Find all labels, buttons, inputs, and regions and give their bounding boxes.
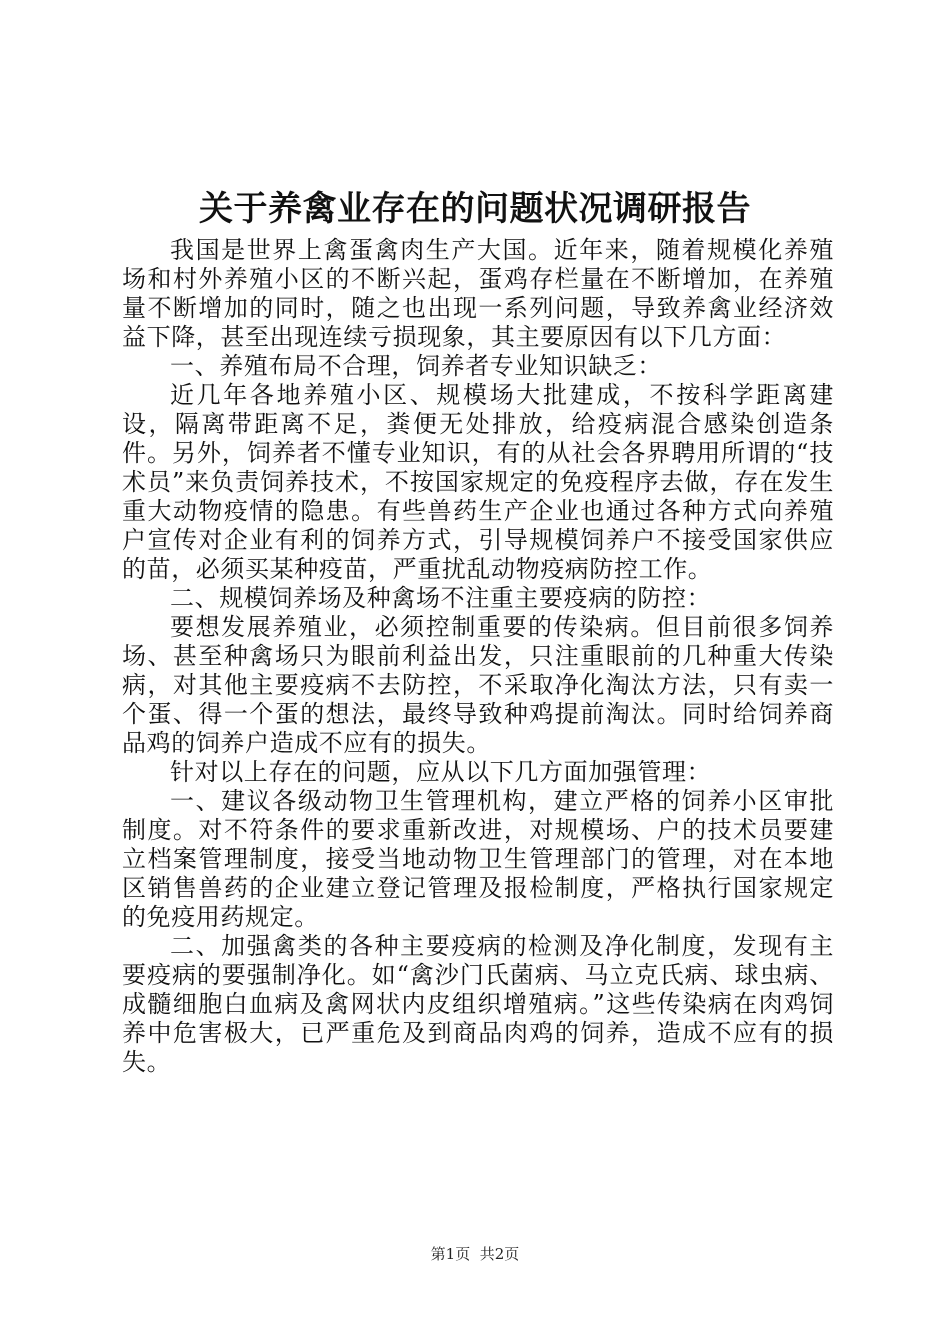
paragraph-measures-intro: 针对以上存在的问题，应从以下几方面加强管理：: [170, 758, 712, 786]
paragraph-section-1: 近几年各地养殖小区、规模场大批建成，不按科学距离建设，隔离带距离不足，粪便无处排放，给疫病混合感染创造条件。另外，饲养者不懂专业知识，有的从社会各界聘用所谓的“技术员”来负责饲养技术，不按国家规定的免疫程序去做，存在发生重大动物疫情的隐患。有些兽药生产企业也通过各种方式向养殖户宣传对企业有利的饲养方式，引导规模饲养户不接受国家供应的苗，必须买某种疫苗，严重扰乱动物疫病防控工作。: [122, 381, 834, 583]
document-title: 关于养禽业存在的问题状况调研报告: [199, 189, 751, 229]
section-heading-2: 二、规模饲养场及种禽场不注重主要疫病的防控：: [170, 584, 712, 612]
page-number: 第1页: [430, 1245, 471, 1263]
paragraph-measure-1: 一、建议各级动物卫生管理机构，建立严格的饲养小区审批制度。对不符条件的要求重新改进，对规模场、户的技术员要建立档案管理制度，接受当地动物卫生管理部门的管理，对在本地区销售兽药的企业建立登记管理及报检制度，严格执行国家规定的免疫用药规定。: [122, 787, 834, 931]
footer-spacer: [470, 1245, 480, 1263]
page-total: 共2页: [479, 1245, 520, 1263]
paragraph-section-2: 要想发展养殖业，必须控制重要的传染病。但目前很多饲养场、甚至种禽场只为眼前利益出发，只注重眼前的几种重大传染病，对其他主要疫病不去防控，不采取净化淘汰方法，只有卖一个蛋、得一个蛋的想法，最终导致种鸡提前淘汰。同时给饲养商品鸡的饲养户造成不应有的损失。: [122, 613, 834, 757]
page-footer: [0, 1244, 950, 1264]
paragraph-intro: 我国是世界上禽蛋禽肉生产大国。近年来，随着规模化养殖场和村外养殖小区的不断兴起，蛋鸡存栏量在不断增加，在养殖量不断增加的同时，随之也出现一系列问题，导致养禽业经济效益下降，甚至出现连续亏损现象，其主要原因有以下几方面：: [122, 236, 834, 351]
document-body: [122, 236, 834, 1077]
section-heading-1: 一、养殖布局不合理，饲养者专业知识缺乏：: [170, 352, 662, 380]
paragraph-measure-2: 二、加强禽类的各种主要疫病的检测及净化制度，发现有主要疫病的要强制净化。如“禽沙门氏菌病、马立克氏病、球虫病、成髓细胞白血病及禽网状内皮组织增殖病。”这些传染病在肉鸡饲养中危害极大，已严重危及到商品肉鸡的饲养，造成不应有的损失。: [122, 932, 834, 1076]
